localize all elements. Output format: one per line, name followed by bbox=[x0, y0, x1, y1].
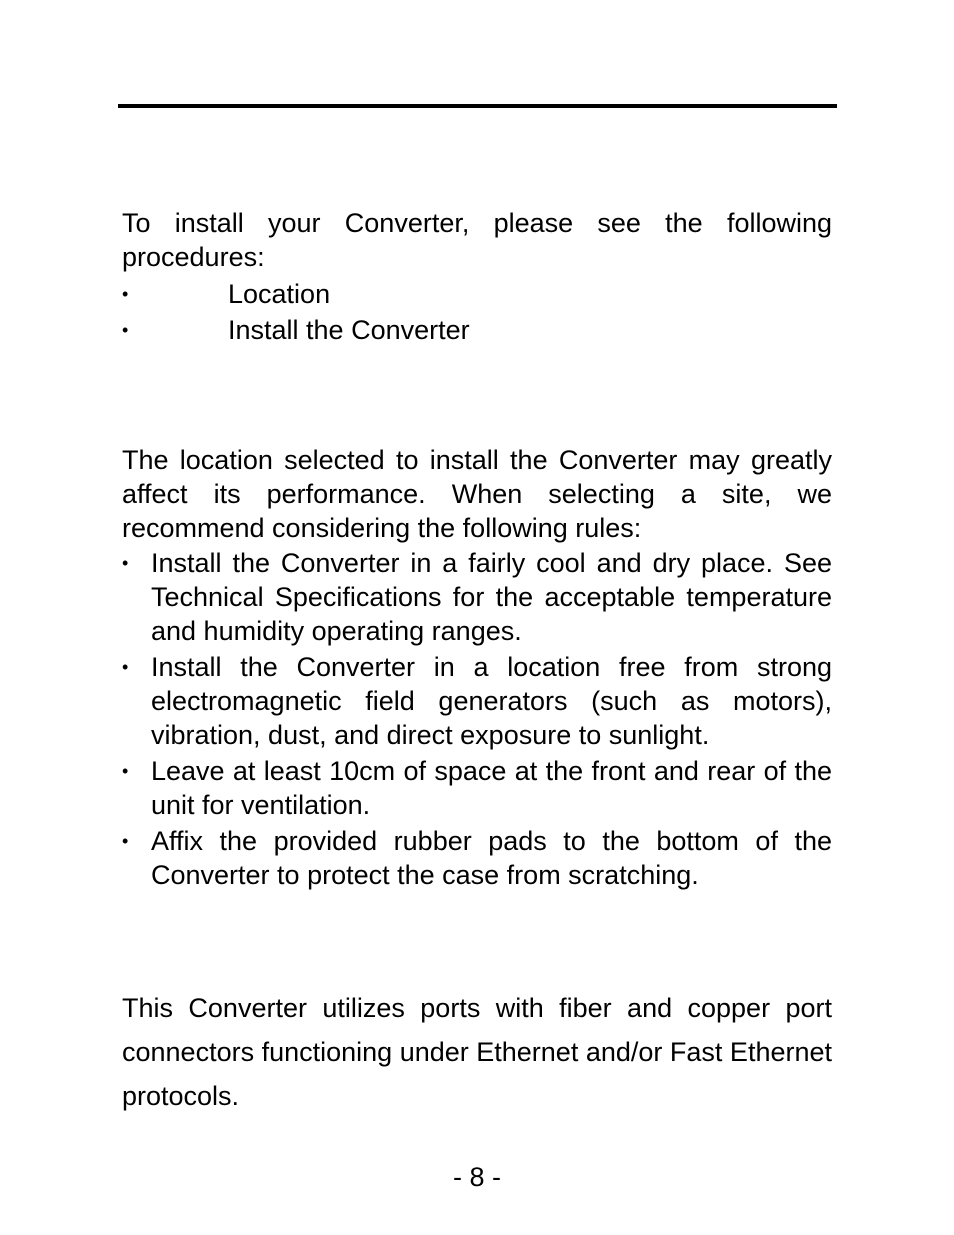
procedure-list-item bbox=[122, 276, 832, 312]
bullet-icon: • bbox=[122, 657, 129, 677]
page-number: - 8 - bbox=[452, 1162, 501, 1192]
location-paragraph: The location selected to install the Converter may greatly affect its performance. When selecting a site, we recommend considering the following rules: bbox=[122, 445, 832, 543]
procedure-item-label: Install the Converter bbox=[228, 315, 470, 345]
bullet-icon: • bbox=[122, 831, 129, 851]
bullet-icon: • bbox=[122, 761, 129, 781]
header-rule bbox=[118, 104, 837, 108]
location-rule-text: Install the Converter in a location free from strong electromagnetic field generators (such as motors), vibration, dust, and direct exposure to sunlight. bbox=[151, 652, 832, 750]
location-rule-item bbox=[122, 650, 832, 752]
location-rule-item bbox=[122, 546, 832, 648]
bullet-icon: • bbox=[122, 553, 129, 573]
bullet-icon: • bbox=[122, 284, 129, 304]
intro-paragraph: To install your Converter, please see the following procedures: bbox=[122, 208, 832, 272]
location-rule-text: Affix the provided rubber pads to the bottom of the Converter to protect the case from scratching. bbox=[151, 826, 832, 890]
ports-paragraph: This Converter utilizes ports with fiber and copper port connectors functioning under Ethernet and/or Fast Ethernet protocols. bbox=[122, 993, 832, 1111]
location-rule-item bbox=[122, 754, 832, 822]
procedure-list-item bbox=[122, 312, 832, 348]
bullet-icon: • bbox=[122, 320, 129, 340]
procedure-item-label: Location bbox=[228, 279, 331, 309]
location-rule-item bbox=[122, 824, 832, 892]
location-rule-text: Leave at least 10cm of space at the front and rear of the unit for ventilation. bbox=[151, 756, 832, 820]
location-rule-text: Install the Converter in a fairly cool and dry place. See Technical Specifications for the acceptable temperature and humidity operating ranges. bbox=[151, 548, 832, 646]
